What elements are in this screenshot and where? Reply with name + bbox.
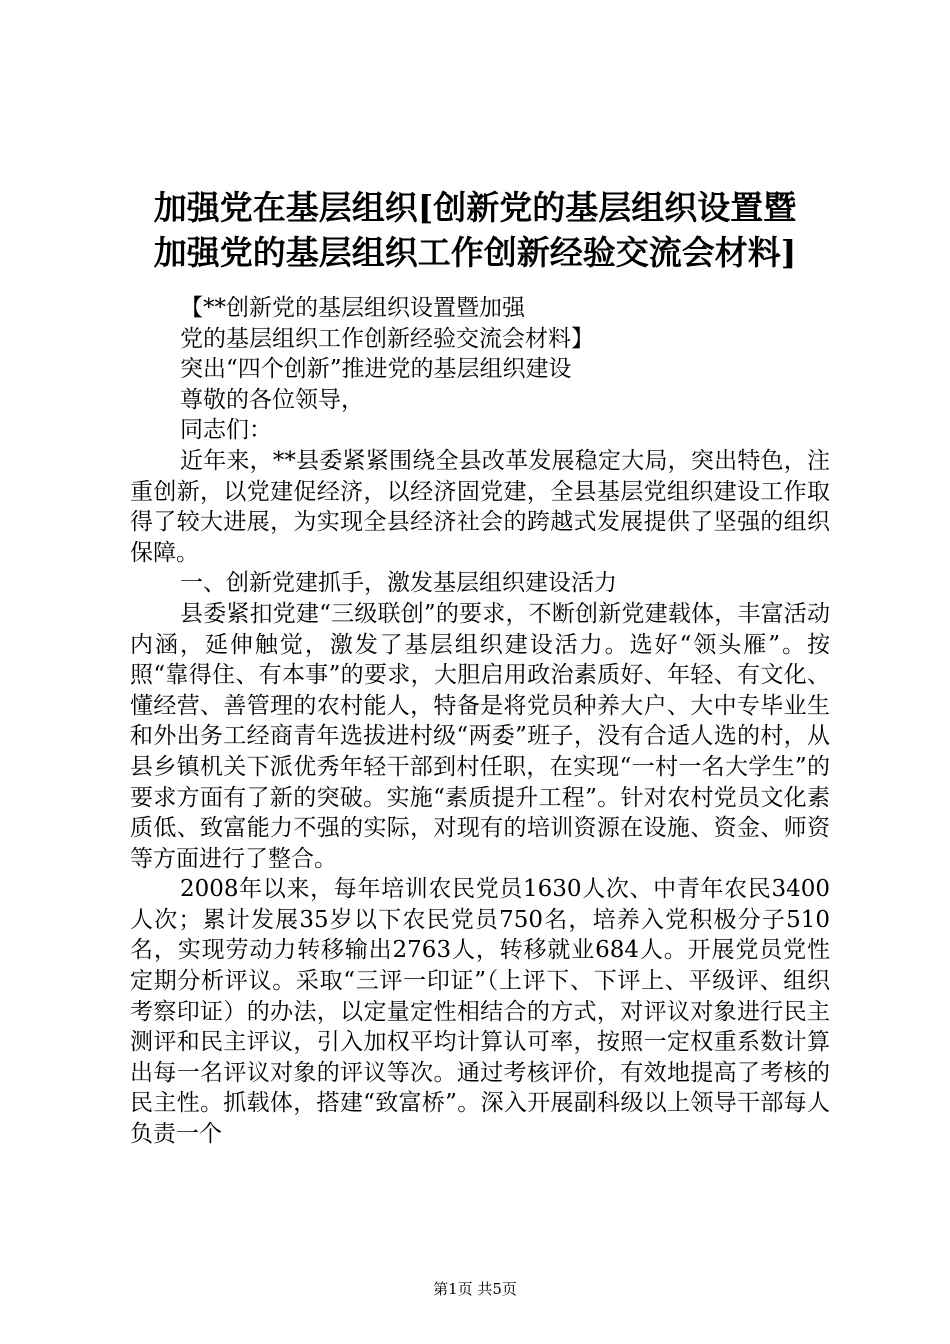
- paragraph-subtitle-2: 党的基层组织工作创新经验交流会材料】: [180, 325, 594, 352]
- paragraph-salutation-2: 同志们：: [180, 417, 272, 444]
- document-title-line-2: 加强党的基层组织工作创新经验交流会材料]: [153, 233, 797, 272]
- paragraph-intro: 近年来，**县委紧紧围绕全县改革发展稳定大局，突出特色，注重创新，以党建促经济，以经济固党建，全县基层党组织建设工作取得了较大进展，为实现全县经济社会的跨越式发展提供了坚强的组织保障。: [130, 447, 830, 566]
- document-body: [130, 293, 830, 1150]
- paragraph-salutation-1: 尊敬的各位领导，: [180, 386, 364, 413]
- paragraph-statistics: 2008年以来，每年培训农民党员1630人次、中青年农民3400人次；累计发展35岁以下农民党员750名，培养入党积极分子510名，实现劳动力转移输出2763人，转移就业684人。开展党员党性定期分析评议。采取“三评一印证”（上评下、下评上、平级评、组织考察印证）的办法，以定量定性相结合的方式，对评议对象进行民主测评和民主评议，引入加权平均计算认可率，按照一定权重系数计算出每一名评议对象的评议等次。通过考核评价，有效地提高了考核的民主性。抓载体，搭建“致富桥”。深入开展副科级以上领导干部每人负责一个: [130, 876, 830, 1148]
- paragraph-subtitle-1: 【**创新党的基层组织设置暨加强: [180, 295, 525, 321]
- paragraph-section-1: 县委紧扣党建“三级联创”的要求，不断创新党建载体，丰富活动内涵，延伸触觉，激发了基层组织建设活力。选好“领头雁”。按照“靠得住、有本事”的要求，大胆启用政治素质好、年轻、有文化、懂经营、善管理的农村能人，特备是将党员种养大户、大中专毕业生和外出务工经商青年选拔进村级“两委”班子，没有合适人选的村，从县乡镇机关下派优秀年轻干部到村任职，在实现“一村一名大学生”的要求方面有了新的突破。实施“素质提升工程”。针对农村党员文化素质低、致富能力不强的实际，对现有的培训资源在设施、资金、师资等方面进行了整合。: [130, 600, 830, 872]
- page-number-footer: 第1页 共5页: [433, 1280, 517, 1298]
- section-heading-1: 一、创新党建抓手，激发基层组织建设活力: [180, 570, 617, 597]
- document-title-line-1: 加强党在基层组织[创新党的基层组织设置暨: [153, 188, 797, 227]
- paragraph-heading: 突出“四个创新”推进党的基层组织建设: [180, 356, 572, 383]
